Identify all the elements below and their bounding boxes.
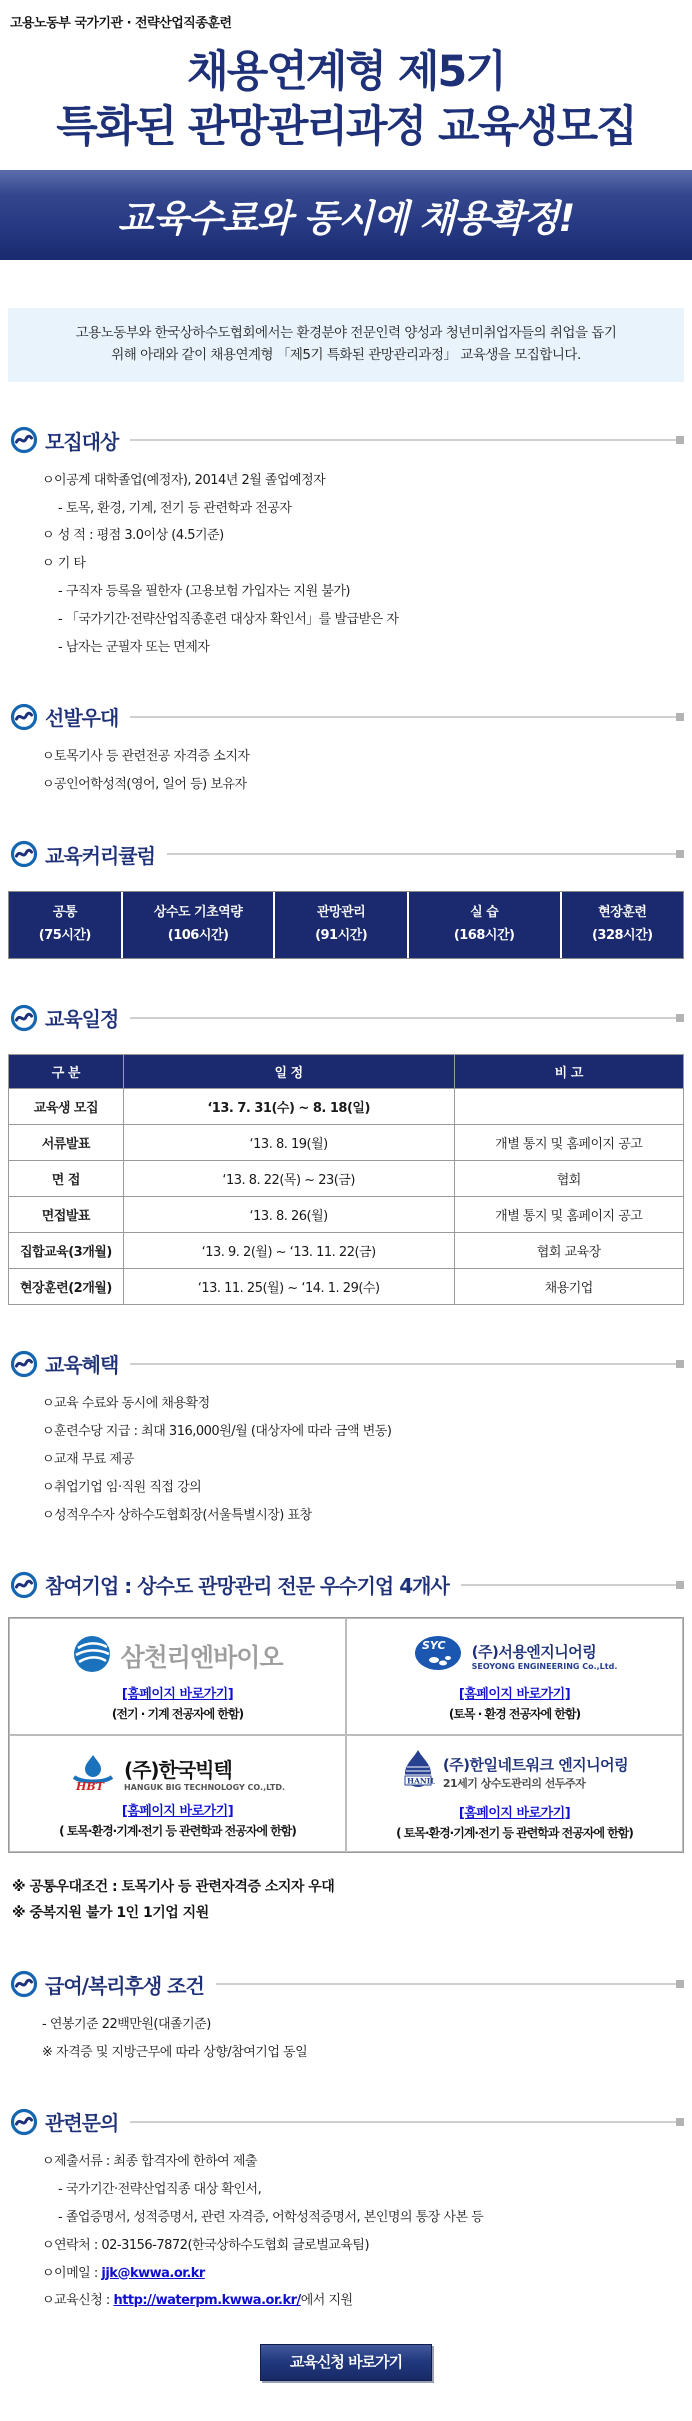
section-divider (130, 1363, 684, 1365)
section-curriculum-header (10, 840, 684, 869)
section-title: 교육커리큘럼 (45, 843, 155, 868)
salary-list (42, 2015, 692, 2064)
company-card-seoyong (346, 1618, 683, 1735)
list-item: - 국가기간·전략산업직종 대상 확인서, (58, 2182, 262, 2198)
list-item: - 연봉기준 22백만원(대졸기준) (42, 2016, 211, 2032)
list-item: ㅇ공인어학성적(영어, 일어 등) 보유자 (42, 777, 247, 793)
company-subtitle: 21세기 상수도관리의 선두주자 (442, 1777, 586, 1791)
kwwa-swirl-icon (10, 2108, 38, 2136)
hire-banner: 교육수료와 동시에 채용확정! (0, 170, 692, 260)
section-divider (167, 853, 684, 855)
section-salary-header (10, 1970, 684, 1999)
list-item: ㅇ 기 타 (42, 556, 86, 572)
curriculum-cell: 현장훈련 (328시간) (562, 892, 683, 959)
apply-url-link[interactable]: http://waterpm.kwwa.or.kr/ (113, 2293, 301, 2309)
company-subtitle: HANGUK BIG TECHNOLOGY CO.,LTD. (123, 1782, 286, 1792)
section-title: 급여/복리후생 조건 (45, 1973, 204, 1998)
preference-list (42, 747, 692, 796)
schedule-note: 협회 (454, 1161, 684, 1197)
column-header: 구 분 (9, 1055, 124, 1089)
kwwa-swirl-icon (10, 703, 38, 731)
schedule-note (454, 1089, 684, 1125)
kwwa-swirl-icon (10, 1571, 38, 1599)
intro-line1: 고용노동부와 한국상하수도협회에서는 환경분야 전문인력 양성과 청년미취업자들의 취업을 돕기 (75, 325, 617, 342)
section-title: 선발우대 (45, 706, 119, 731)
company-name: (주)한일네트워크 엔지니어링 (442, 1756, 629, 1775)
company-card-hanguk-bigtech (9, 1735, 346, 1852)
apply-button[interactable]: 교육신청 바로가기 (260, 2344, 432, 2381)
table-row (9, 1233, 684, 1269)
table-row (9, 1089, 684, 1125)
section-divider (216, 1983, 684, 1985)
hanil-drop-logo-icon (401, 1749, 435, 1797)
table-row (9, 1197, 684, 1233)
list-item: ㅇ이공계 대학졸업(예정자), 2014년 2월 졸업예정자 (42, 472, 326, 488)
homepage-link[interactable]: [홈페이지 바로가기] (121, 1803, 234, 1819)
intro-box (8, 308, 684, 382)
section-divider (130, 2121, 684, 2123)
schedule-note: 협회 교육장 (454, 1233, 684, 1269)
section-recruit-target-header (10, 426, 684, 455)
column-header: 비 고 (454, 1055, 684, 1089)
list-item: - 「국가기간·전략산업직종훈련 대상자 확인서」를 발급받은 자 (58, 611, 399, 627)
kwwa-swirl-icon (10, 1004, 38, 1032)
note-line: ※ 공통우대조건 : 토목기사 등 관련자격증 소지자 우대 (12, 1879, 335, 1896)
benefits-list (42, 1394, 692, 1526)
list-item: - 구직자 등록을 필한자 (고용보험 가입자는 지원 불가) (58, 583, 350, 599)
section-companies-header (10, 1570, 684, 1599)
curriculum-cell: 관망관리 (91시간) (275, 892, 408, 959)
table-row (9, 1125, 684, 1161)
list-item: - 남자는 군필자 또는 면제자 (58, 639, 210, 655)
intro-line2: 위해 아래와 같이 채용연계형 「제5기 특화된 관망관리과정」 교육생을 모집합니다. (111, 347, 581, 364)
svg-text:HANIL: HANIL (406, 1776, 435, 1786)
schedule-date: ‘13. 9. 2(월) ~ ‘13. 11. 22(금) (123, 1233, 454, 1269)
curriculum-strip (8, 891, 684, 960)
schedule-label: 현장훈련(2개월) (9, 1269, 124, 1305)
section-title: 관련문의 (45, 2111, 119, 2136)
recruit-target-list (42, 471, 692, 659)
section-contact-header (10, 2107, 684, 2136)
schedule-date: ‘13. 8. 22(목) ~ 23(금) (123, 1161, 454, 1197)
note-line: ※ 중복지원 불가 1인 1기업 지원 (12, 1904, 209, 1921)
schedule-label: 서류발표 (9, 1125, 124, 1161)
section-schedule-header (10, 1003, 684, 1032)
company-note: ( 토목·환경·기계·전기 등 관련학과 전공자에 한함) (396, 1825, 633, 1840)
schedule-label: 면 접 (9, 1161, 124, 1197)
schedule-date: ‘13. 11. 25(월) ~ ‘14. 1. 29(수) (123, 1269, 454, 1305)
section-title: 모집대상 (45, 429, 119, 454)
kwwa-swirl-icon (10, 1970, 38, 1998)
list-item: ㅇ제출서류 : 최종 합격자에 한하여 제출 (42, 2154, 257, 2170)
homepage-link[interactable]: [홈페이지 바로가기] (121, 1686, 234, 1702)
schedule-header-row (9, 1055, 684, 1089)
schedule-date: ‘13. 8. 26(월) (123, 1197, 454, 1233)
list-item: ㅇ연락처 : 02-3156-7872(한국상하수도협회 글로벌교육팀) (42, 2237, 370, 2253)
contact-list (42, 2152, 692, 2312)
curriculum-cell: 상수도 기초역량 (106시간) (123, 892, 276, 959)
company-note: (전기 · 기계 전공자에 한함) (111, 1706, 244, 1721)
schedule-label: 교육생 모집 (9, 1089, 124, 1125)
list-item: - 졸업증명서, 성적증명서, 관련 자격증, 어학성적증명서, 본인명의 통장 사본 등 (58, 2209, 484, 2225)
list-item: ※ 자격증 및 지방근무에 따라 상향/참여기업 동일 (42, 2044, 308, 2060)
section-divider (130, 716, 684, 718)
list-item: ㅇ교재 무료 제공 (42, 1452, 134, 1468)
list-item: ㅇ취업기업 임·직원 직접 강의 (42, 1479, 202, 1495)
schedule-note: 채용기업 (454, 1269, 684, 1305)
email-line: ㅇ이메일 : jjk@kwwa.or.kr (42, 2265, 205, 2281)
page-title-line2: 특화된 관망관리과정 교육생모집 (56, 101, 636, 152)
kwwa-swirl-icon (10, 426, 38, 454)
schedule-date-highlight: ‘13. 7. 31(수) ~ 8. 18(일) (123, 1089, 454, 1125)
schedule-date: ‘13. 8. 19(월) (123, 1125, 454, 1161)
list-item: ㅇ교육 수료와 동시에 채용확정 (42, 1396, 210, 1412)
company-name: (주)한국빅텍 (123, 1757, 232, 1782)
homepage-link[interactable]: [홈페이지 바로가기] (458, 1805, 571, 1821)
list-item: ㅇ 성 적 : 평점 3.0이상 (4.5기준) (42, 528, 224, 544)
kwwa-swirl-icon (10, 840, 38, 868)
apply-line: ㅇ교육신청 : http://waterpm.kwwa.or.kr/에서 지원 (42, 2293, 353, 2309)
samchully-globe-logo-icon (72, 1634, 112, 1678)
page-title-line1: 채용연계형 제5기 (187, 47, 505, 97)
curriculum-cell: 공통 (75시간) (9, 892, 123, 959)
company-note: ( 토목·환경·기계·전기 등 관련학과 전공자에 한함) (59, 1823, 296, 1838)
list-item: ㅇ토목기사 등 관련전공 자격증 소지자 (42, 749, 250, 765)
company-card-hanil (346, 1735, 683, 1852)
homepage-link[interactable]: [홈페이지 바로가기] (458, 1686, 571, 1702)
company-name: 삼천리엔바이오 (120, 1642, 283, 1672)
company-name: (주)서용엔지니어링 (471, 1642, 597, 1661)
section-divider (130, 1017, 684, 1019)
list-item: ㅇ훈련수당 지급 : 최대 316,000원/월 (대상자에 따라 금액 변동) (42, 1424, 392, 1440)
email-link[interactable]: jjk@kwwa.or.kr (101, 2265, 205, 2281)
company-card-samchully (9, 1618, 346, 1735)
curriculum-cell: 실 습 (168시간) (409, 892, 562, 959)
section-title: 교육혜택 (45, 1353, 119, 1378)
company-common-notes (12, 1875, 692, 1925)
table-row (9, 1269, 684, 1305)
section-title: 참여기업 : 상수도 관망관리 전문 우수기업 4개사 (45, 1574, 449, 1599)
schedule-table (8, 1054, 684, 1305)
section-title: 교육일정 (45, 1007, 119, 1032)
companies-grid (8, 1617, 684, 1853)
svg-text:HBT: HBT (75, 1779, 104, 1791)
table-row (9, 1161, 684, 1197)
company-subtitle: SEOYONG ENGINEERING Co.,Ltd. (471, 1661, 618, 1671)
schedule-label: 면접발표 (9, 1197, 124, 1233)
column-header: 일 정 (123, 1055, 454, 1089)
section-benefits-header (10, 1349, 684, 1378)
ministry-label: 고용노동부 국가기관 · 전략산업직종훈련 (10, 16, 232, 31)
kwwa-swirl-icon (10, 1350, 38, 1378)
syc-logo-icon (412, 1634, 464, 1678)
hbt-drop-logo-icon (70, 1751, 116, 1795)
section-divider (461, 1584, 684, 1586)
page-title (0, 45, 692, 154)
apply-button-area (0, 2344, 692, 2381)
section-preference-header (10, 702, 684, 731)
list-item: - 토목, 환경, 기계, 전기 등 관련학과 전공자 (58, 500, 292, 516)
schedule-label: 집합교육(3개월) (9, 1233, 124, 1269)
schedule-note: 개별 통지 및 홈페이지 공고 (454, 1125, 684, 1161)
company-note: (토목 · 환경 전공자에 한함) (448, 1706, 581, 1721)
list-item: ㅇ성적우수자 상하수도협회장(서울특별시장) 표창 (42, 1507, 312, 1523)
section-divider (130, 439, 684, 441)
svg-text:SYC: SYC (421, 1638, 446, 1652)
schedule-note: 개별 통지 및 홈페이지 공고 (454, 1197, 684, 1233)
